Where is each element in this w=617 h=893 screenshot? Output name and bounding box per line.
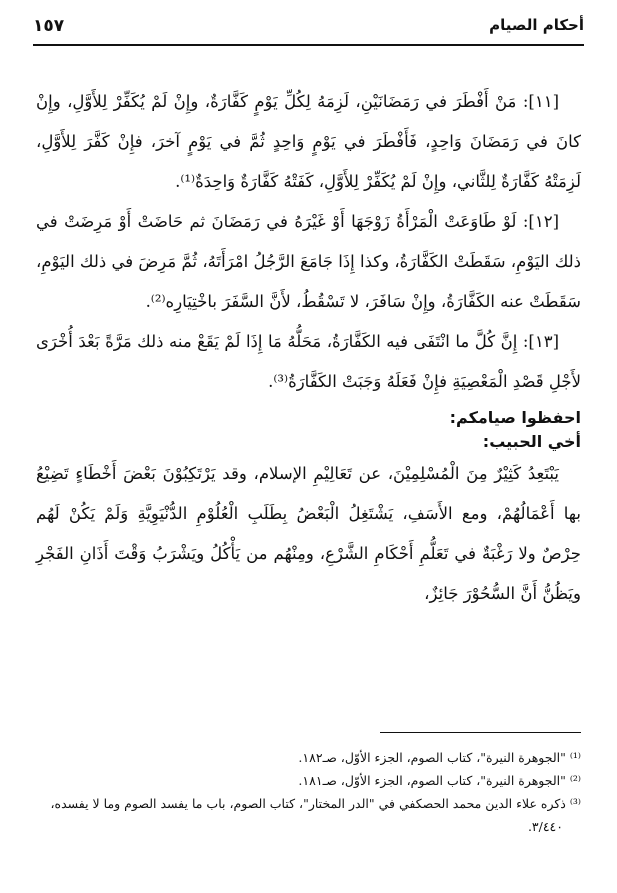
paragraph-13: [١٣]: إِنَّ كُلَّ ما انْتَفَى فيه الكَفَّارَةُ، مَحَلُّهُ مَا إِذَا لَمْ يَقَعْ منه ذلك مَرَّةً بَعْدَ أُخْرَى لأَجْلِ قَصْدِ الْمَعْصِيَةِ فإِنْ فَعَلَهُ وَجَبَتْ الكَفَّارَةُ⁽³⁾.	[36, 332, 581, 391]
closing-paragraph: يَبْتَعِدُ كَثِيْرٌ مِنَ الْمُسْلِمِيْنَ، عن تَعَالِيْمِ الإسلام، وقد يَرْتَكِبُوْنَ بَعْضَ أَخْطَاءٍ تَضِيْعُ بها أَعْمَالُهُمْ، ومع الأَسَفِ، يَشْتَغِلُ الْبَعْضُ بِطَلَبِ الْعُلُوْمِ الدُّنْيَوِيَّةِ وَلَمْ يَكُنْ لَهُم حِرْصٌ ولا رَغْبَةٌ في تَعَلُّمِ أَحْكَامِ الشَّرْعِ، ومِنْهُم من يَأْكُلُ ويَشْرَبُ وَقْتَ أَذَانِ الفَجْرِ ويَظُنُّ أَنَّ السُّحُوْرَ جَائِزٌ،	[36, 464, 581, 603]
footnote-separator	[380, 732, 581, 733]
section-heading: احفظوا صيامكم:	[449, 408, 581, 427]
subheading: أخي الحبيب:	[482, 432, 581, 451]
page-header	[33, 14, 584, 46]
page-body	[36, 82, 581, 614]
footnote-1: ⁽¹⁾ "الجوهرة النيرة"، كتاب الصوم، الجزء الأوّل، صـ١٨٢.	[298, 750, 581, 765]
paragraph-11: [١١]: مَنْ أَفْطَرَ في رَمَضَانَيْنِ، لَزِمَهُ لِكُلِّ يَوْمٍ كَفَّارَةٌ، وإِنْ لَمْ يُكَفِّرْ لِلأَوَّلِ، وإِنْ كانَ في رَمَضَانَ وَاحِدٍ، فَأَفْطَرَ في يَوْمٍ وَاحِدٍ ثُمَّ في يَوْمٍ آخرَ، فإِنْ كَفَّرَ لِلأَوَّلِ، لَزِمَتْهُ كَفَّارَةٌ لِلثَّاني، وإِنْ لَمْ يُكَفِّرْ لِلأَوَّلِ، كَفَتْهُ كَفَّارَةٌ وَاحِدَةٌ⁽¹⁾.	[36, 92, 581, 191]
page-number: ١٥٧	[33, 16, 65, 36]
footnote-3: ⁽³⁾ ذكره علاء الدين محمد الحصكفي في "الدر المختار"، كتاب الصوم، باب ما يفسد الصوم وما لا يفسده، ٣/٤٤٠.	[50, 796, 581, 834]
running-title: أحكام الصيام	[489, 16, 584, 34]
paragraph-12: [١٢]: لَوْ طَاوَعَتْ الْمَرْأَةُ زَوْجَهَا أَوْ غَيْرَهُ في رَمَضَانَ ثم حَاضَتْ أَوْ مَرِضَتْ في ذلك اليَوْمِ، سَقَطَتْ الكَفَّارَةُ، وكذا إِذَا جَامَعَ الرَّجُلُ امْرَأَتَهُ، ثُمَّ مَرِضَ في ذلك اليَوْمِ، سَقَطَتْ عنه الكَفَّارَةُ، وإِنْ سَافَرَ، لا تَسْقُطُ، لأَنَّ السَّفَرَ باخْتِيَارِه⁽²⁾.	[36, 212, 581, 311]
footnotes	[36, 746, 581, 838]
footnote-2: ⁽²⁾ "الجوهرة النيرة"، كتاب الصوم، الجزء الأوّل، صـ١٨١.	[298, 773, 581, 788]
